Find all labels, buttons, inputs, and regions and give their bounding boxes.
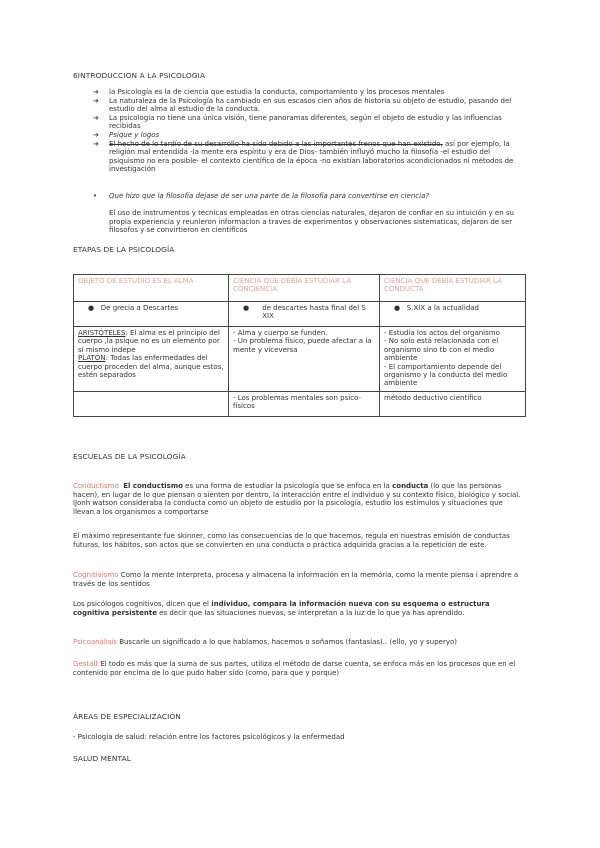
table-header-conducta: CIENCIA QUE DEBÍA ESTUDIAR LA CONDUCTA (380, 275, 526, 302)
bullet-dot-icon: ● (394, 304, 401, 312)
areas-item: - Psicología de salud: relación entre los factores psicológicos y la enfermedad (73, 733, 345, 741)
intro-answer: El uso de instrumentos y tecnicas empleadas en otras ciencias naturales, dejaron de confiar en su intuición y en su propia experiencia y reunieron informacion a traves de experimentos y observaciones sistematicas, dejaron de ser filosofos y se convirtieron en científicos (109, 209, 514, 235)
conductismo-paragraph: Conductismo El conductismo es una forma de estudiar la psicología que se enfoca en la conducta (lo que las personas hacen), en lugar de lo que piensan o sienten por dentro, la interacción entre el individuo y su contexto físico, biológico y social. lJonh watson consideraba la conducta como un objeto de estudio por la psicología, estudio los estímulos y situaciones que llevan a los organismos a comportarse (73, 482, 521, 516)
list-item: ➔ La psicología no tiene una única visión, tiene panoramas diferentes, según el objeto de estudio y las influencias recibidas (93, 113, 502, 131)
arrow-right-icon: ➔ (93, 88, 99, 96)
escuelas-title: ESCUELAS DE LA PSICOLOGÍA (73, 452, 186, 461)
intro-title: 6INTRODUCCION A LA PSICOLOGIA (73, 71, 206, 80)
table-cell: - Estudia los actos del organismo - No solo está relacionada con el organismo sino tb con el medio ambiente - El comportamiento depende del organismo y la conducta del medio ambiente (380, 327, 526, 392)
table-cell (74, 392, 229, 417)
table-header-alma: OBJETO DE ESTUDIO ES EL ALMA (74, 275, 229, 302)
table-cell: - Alma y cuerpo se funden. - Un problema físico, puede afectar a la mente y viceversa (229, 327, 380, 392)
etapas-table (73, 274, 526, 417)
table-cell (229, 302, 380, 327)
table-row (74, 302, 526, 327)
bullet-dot-icon: ● (243, 304, 250, 312)
table-cell: - Los problemas mentales son psico-físicos (229, 392, 380, 417)
table-cell: método deductivo científico (380, 392, 526, 417)
table-row (74, 275, 526, 302)
list-item: ➔ la Psicología es la de ciencia que estudia la conducta, comportamiento y los procesos mentales (93, 88, 445, 96)
skinner-paragraph: El máximo representante fue skinner, como las consecuencias de lo que hacemos, regula en nuestras emisión de conductas futuras, los hábitos, son actos que se convierten en una conducta o práctica adquirida gracias a la repetición de este. (73, 532, 510, 549)
list-item: ➔ Psique y logos (93, 130, 160, 139)
intro-question: Que hizo que la filosofía dejase de ser una parte de la filosofía para convertirse en ciencia? (109, 192, 430, 200)
etapas-title: ETAPAS DE LA PSICOLOGÍA (73, 245, 175, 254)
cognitivismo-paragraph: Cognitivismo Como la mente interpreta, procesa y almacena la información en la memória, como la mente piensa i aprendre a través de los sentidos (73, 571, 519, 588)
cell-bullet: ● de descartes hasta final del S XIX (243, 304, 366, 321)
salud-mental-heading: SALUD MENTAL (73, 754, 131, 763)
bullet-dot-icon: ● (88, 304, 95, 312)
list-item: ➔ El hecho de lo tardío de su desarrollo ha sido debido a las importantes frenos que han existido, así por ejemplo, la religión mal entendida -la mente era espíritu y era de Dios- también influyó mucho la filosofía -el estudio del psiquismo no era posible- el contexto científico de la época -no existían laboratorios acondicionados ni métodos de investigación (93, 139, 514, 174)
psicoanalisis-paragraph: Psicoanálisis Buscarle un significado a lo que hablamos, hacemos o soñamos (fantasías).. (ello, yo y superyo) (73, 638, 457, 646)
table-cell: ● S.XIX a la actualidad (380, 302, 526, 327)
arrow-right-icon: ➔ (93, 139, 99, 148)
arrow-right-icon: ➔ (93, 130, 99, 139)
cognitivos-paragraph: Los psicólogos cognitivos, dicen que el individuo, compara la información nueva con su esquema o estructura cognitiva persistente es decir que las situaciones nuevas, se interpretan a la luz de lo que ya has aprendido. (73, 600, 490, 617)
intro-bullet-list (83, 88, 525, 174)
table-row (74, 392, 526, 417)
table-header-conciencia: CIENCIA QUE DEBÍA ESTUDIAR LA CONCIENCIA (229, 275, 380, 302)
table-cell: ARISTÓTELES: El alma es el principio del cuerpo ,la psique no es un elemento por sí mismo indepe PLATÓN: Todas las enfermedades del cuerpo proceden del alma, aunque estos, estén separados (74, 327, 229, 392)
areas-title: ÁREAS DE ESPECIALIZACIÓN (73, 712, 181, 721)
list-item: ➔ La naturaleza de la Psicología ha cambiado en sus escasos cien años de historia su objeto de estudio, pasando del estudio del alma al estudio de la conducta. (93, 96, 512, 114)
table-cell: ● De grecia a Descartes (74, 302, 229, 327)
bullet-dot-icon: • (93, 192, 98, 200)
gestalt-paragraph: Gestalt El todo es más que la suma de sus partes, utiliza el método de darse cuenta, se enfoca más en los procesos que en el contenido por encima de lo que pudo haber sido (como, para que y porque) (73, 660, 516, 677)
arrow-right-icon: ➔ (93, 96, 99, 105)
arrow-right-icon: ➔ (93, 113, 99, 122)
table-row (74, 327, 526, 392)
